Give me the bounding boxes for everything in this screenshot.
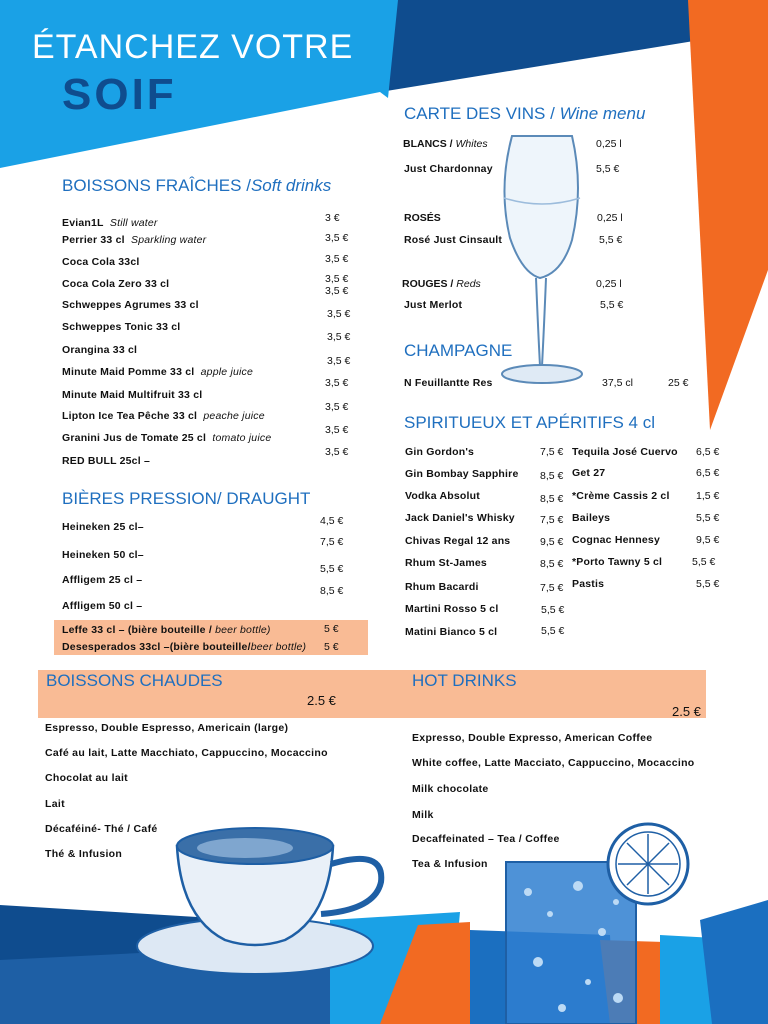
list-item: Matini Bianco 5 cl xyxy=(405,626,498,638)
list-item: Thé & Infusion xyxy=(45,848,123,860)
list-item: Baileys xyxy=(572,512,611,524)
wine-title xyxy=(404,104,645,124)
list-item: Schweppes Agrumes 33 cl xyxy=(62,299,199,311)
list-item: Jack Daniel's Whisky xyxy=(405,512,515,524)
list-item: Affligem 25 cl – xyxy=(62,574,143,586)
list-item: Cognac Hennesy xyxy=(572,534,660,546)
price: 7,5 € xyxy=(540,582,564,594)
price: 25 € xyxy=(668,377,689,389)
list-item: Leffe 33 cl – (bière bouteille / beer bottle) xyxy=(62,624,271,636)
list-item: Milk xyxy=(412,809,434,821)
price: 5 € xyxy=(324,641,339,653)
price: 3,5 € xyxy=(325,377,349,389)
price: 4,5 € xyxy=(320,515,344,527)
list-item: *Crème Cassis 2 cl xyxy=(572,490,670,502)
price: 5,5 € xyxy=(696,512,720,524)
list-item: Expresso, Double Expresso, American Coffee xyxy=(412,732,653,744)
list-item: Just Chardonnay xyxy=(404,163,493,175)
soft-drinks-title xyxy=(62,176,331,196)
price: 5 € xyxy=(324,623,339,635)
list-item: Tequila José Cuervo xyxy=(572,446,678,458)
price: 3,5 € xyxy=(325,232,349,244)
list-item: Desesperados 33cl –(bière bouteille/beer bottle) xyxy=(62,641,307,653)
price: 7,5 € xyxy=(540,446,564,458)
list-item: Lait xyxy=(45,798,65,810)
wine-size: 0,25 l xyxy=(596,138,622,150)
price: 5,5 € xyxy=(599,234,623,246)
price: 8,5 € xyxy=(540,493,564,505)
list-item: Coca Cola Zero 33 cl xyxy=(62,278,170,290)
list-item: Gin Gordon's xyxy=(405,446,475,458)
price: 5,5 € xyxy=(696,578,720,590)
price: 9,5 € xyxy=(540,536,564,548)
list-item: Martini Rosso 5 cl xyxy=(405,603,499,615)
list-item: N Feuillantte Res xyxy=(404,377,493,389)
price: 5,5 € xyxy=(596,163,620,175)
list-item: Decaffeinated – Tea / Coffee xyxy=(412,833,560,845)
price: 3,5 € xyxy=(327,355,351,367)
list-item: Just Merlot xyxy=(404,299,463,311)
price: 8,5 € xyxy=(540,470,564,482)
list-item: Milk chocolate xyxy=(412,783,489,795)
soft-drinks-title-en: Soft drinks xyxy=(250,176,332,195)
price: 5,5 € xyxy=(320,563,344,575)
beer-title: BIÈRES PRESSION/ DRAUGHT xyxy=(62,489,311,508)
header-line-1: ÉTANCHEZ VOTRE xyxy=(32,28,354,66)
price: 6,5 € xyxy=(696,467,720,479)
list-item: Rhum Bacardi xyxy=(405,581,479,593)
list-item: Gin Bombay Sapphire xyxy=(405,468,519,480)
hot-en-price: 2.5 € xyxy=(672,704,701,719)
price: 3,5 € xyxy=(325,424,349,436)
hot-en-title: HOT DRINKS xyxy=(412,671,517,690)
price: 5,5 € xyxy=(692,556,716,568)
list-item: Rhum St-James xyxy=(405,557,487,569)
list-item: Perrier 33 cl Sparkling water xyxy=(62,234,207,246)
price: 5,5 € xyxy=(600,299,624,311)
wine-group-label: ROSÉS xyxy=(404,212,441,224)
price: 3,5 € xyxy=(327,308,351,320)
price: 3 € xyxy=(325,212,340,224)
list-item: Heineken 25 cl– xyxy=(62,521,144,533)
price: 9,5 € xyxy=(696,534,720,546)
price: 1,5 € xyxy=(696,490,720,502)
list-item: Affligem 50 cl – xyxy=(62,600,143,612)
list-item: Minute Maid Multifruit 33 cl xyxy=(62,389,203,401)
price: 3,5 € xyxy=(325,285,349,297)
wine-group-label: ROUGES / Reds xyxy=(402,278,481,290)
list-item: Orangina 33 cl xyxy=(62,344,138,356)
price: 3,5 € xyxy=(325,401,349,413)
list-item: Evian1L Still water xyxy=(62,217,158,229)
list-item: Lipton Ice Tea Pêche 33 cl peache juice xyxy=(62,410,265,422)
champagne-size: 37,5 cl xyxy=(602,377,633,389)
header-line-2: SOIF xyxy=(62,70,177,119)
price: 8,5 € xyxy=(540,558,564,570)
list-item: Schweppes Tonic 33 cl xyxy=(62,321,181,333)
list-item: Granini Jus de Tomate 25 cl tomato juice xyxy=(62,432,272,444)
list-item: Chocolat au lait xyxy=(45,772,128,784)
price: 3,5 € xyxy=(325,446,349,458)
price: 3,5 € xyxy=(325,273,349,285)
spirits-title: SPIRITUEUX ET APÉRITIFS 4 cl xyxy=(404,413,655,432)
wine-title-fr: CARTE DES VINS / xyxy=(404,104,555,123)
list-item: Minute Maid Pomme 33 cl apple juice xyxy=(62,366,254,378)
price: 7,5 € xyxy=(320,536,344,548)
list-item: RED BULL 25cl – xyxy=(62,455,150,467)
list-item: Décaféiné- Thé / Café xyxy=(45,823,158,835)
wine-size: 0,25 l xyxy=(596,278,622,290)
list-item: *Porto Tawny 5 cl xyxy=(572,556,663,568)
list-item: Café au lait, Latte Macchiato, Cappuccino, Mocaccino xyxy=(45,747,328,759)
list-item: Vodka Absolut xyxy=(405,490,480,502)
coffee-cup-icon xyxy=(135,818,405,978)
price: 5,5 € xyxy=(541,625,565,637)
hot-fr-title: BOISSONS CHAUDES xyxy=(46,671,223,690)
wine-title-en: Wine menu xyxy=(559,104,646,123)
price: 5,5 € xyxy=(541,604,565,616)
list-item: Get 27 xyxy=(572,467,606,479)
list-item: Coca Cola 33cl xyxy=(62,256,140,268)
list-item: Espresso, Double Espresso, Americain (large) xyxy=(45,722,289,734)
soft-drinks-title-fr: BOISSONS FRAÎCHES / xyxy=(62,176,251,195)
iced-drink-icon xyxy=(498,822,696,1024)
list-item: Tea & Infusion xyxy=(412,858,488,870)
price: 8,5 € xyxy=(320,585,344,597)
list-item: Pastis xyxy=(572,578,605,590)
list-item: Chivas Regal 12 ans xyxy=(405,535,511,547)
price: 6,5 € xyxy=(696,446,720,458)
list-item: Heineken 50 cl– xyxy=(62,549,144,561)
list-item: Rosé Just Cinsault xyxy=(404,234,503,246)
price: 3,5 € xyxy=(327,331,351,343)
price: 3,5 € xyxy=(325,253,349,265)
price: 7,5 € xyxy=(540,514,564,526)
champagne-title: CHAMPAGNE xyxy=(404,341,513,360)
hot-fr-price: 2.5 € xyxy=(307,693,336,708)
list-item: White coffee, Latte Macciato, Cappuccino, Mocaccino xyxy=(412,757,695,769)
wine-size: 0,25 l xyxy=(597,212,623,224)
wine-group-label: BLANCS / Whites xyxy=(403,138,488,150)
